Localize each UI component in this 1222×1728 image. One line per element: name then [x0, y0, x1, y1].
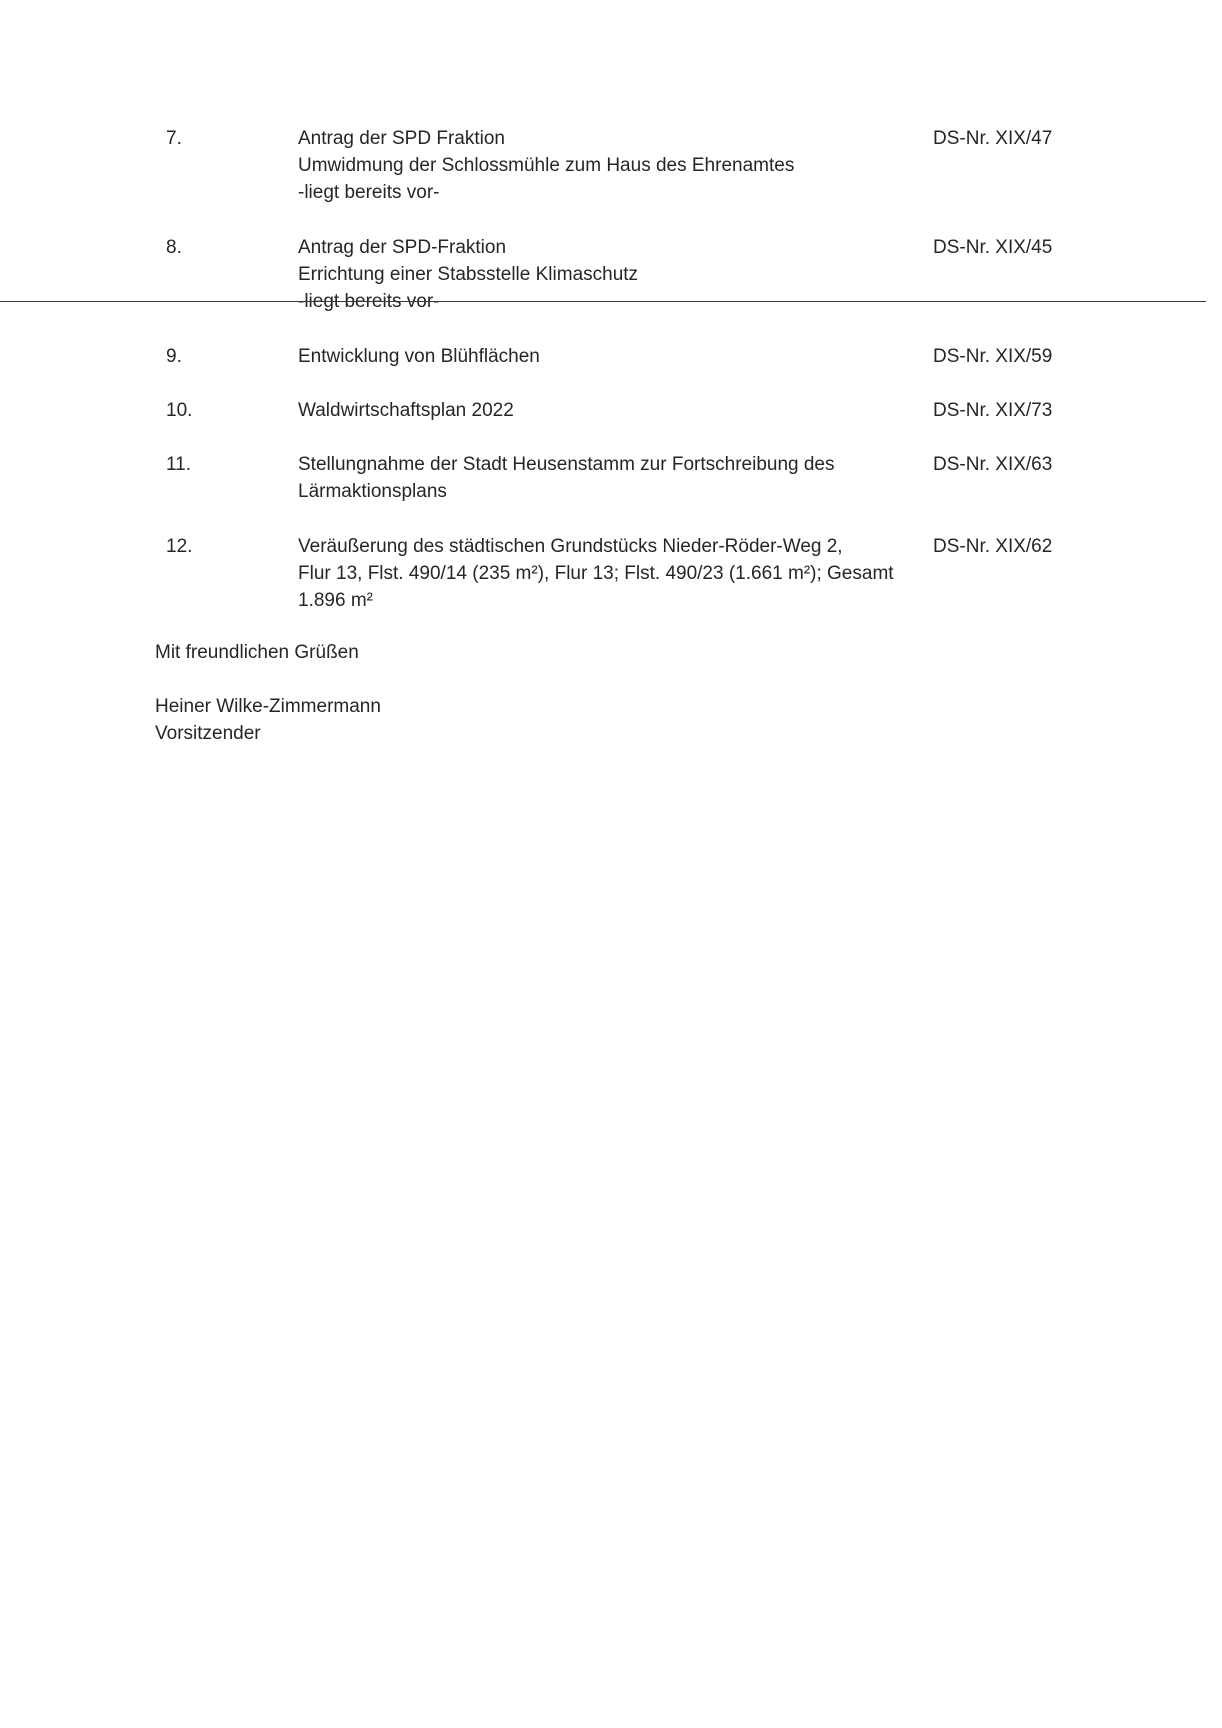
- item-line: 1.896 m²: [298, 590, 373, 611]
- item-line: -liegt bereits vor-: [298, 182, 440, 203]
- item-line: -liegt bereits vor-: [298, 291, 440, 312]
- horizontal-rule: [0, 301, 1206, 302]
- item-line: Umwidmung der Schlossmühle zum Haus des Ehrenamtes: [298, 155, 795, 176]
- signer-role: Vorsitzender: [155, 723, 261, 744]
- item-text: [298, 125, 918, 206]
- ds-number: DS-Nr. XIX/73: [933, 400, 1053, 421]
- item-line: Errichtung einer Stabsstelle Klimaschutz: [298, 264, 639, 285]
- closing-greeting: Mit freundlichen Grüßen: [155, 642, 359, 663]
- item-text: [298, 234, 918, 315]
- item-line: Veräußerung des städtischen Grundstücks Nieder-Röder-Weg 2,: [298, 536, 843, 557]
- item-line: Flur 13, Flst. 490/14 (235 m²), Flur 13; Flst. 490/23 (1.661 m²); Gesamt: [298, 563, 894, 584]
- item-line: Lärmaktionsplans: [298, 481, 447, 502]
- item-text: [298, 343, 918, 370]
- ds-number: DS-Nr. XIX/62: [933, 536, 1053, 557]
- item-number: 9.: [166, 346, 182, 367]
- item-line: Entwicklung von Blühflächen: [298, 346, 540, 367]
- item-number: 11.: [166, 454, 192, 475]
- ds-number: DS-Nr. XIX/59: [933, 346, 1053, 367]
- item-line: Antrag der SPD Fraktion: [298, 128, 505, 149]
- item-text: [298, 451, 918, 505]
- item-number: 12.: [166, 536, 193, 557]
- ds-number: DS-Nr. XIX/45: [933, 237, 1053, 258]
- item-number: 10.: [166, 400, 193, 421]
- item-text: [298, 397, 918, 424]
- item-text: [298, 533, 918, 614]
- item-line: Antrag der SPD-Fraktion: [298, 237, 507, 258]
- item-line: Waldwirtschaftsplan 2022: [298, 400, 514, 421]
- item-line: Stellungnahme der Stadt Heusenstamm zur Fortschreibung des: [298, 454, 835, 475]
- ds-number: DS-Nr. XIX/47: [933, 128, 1053, 149]
- item-number: 7.: [166, 128, 182, 149]
- ds-number: DS-Nr. XIX/63: [933, 454, 1053, 475]
- signer-name: Heiner Wilke-Zimmermann: [155, 696, 381, 717]
- item-number: 8.: [166, 237, 182, 258]
